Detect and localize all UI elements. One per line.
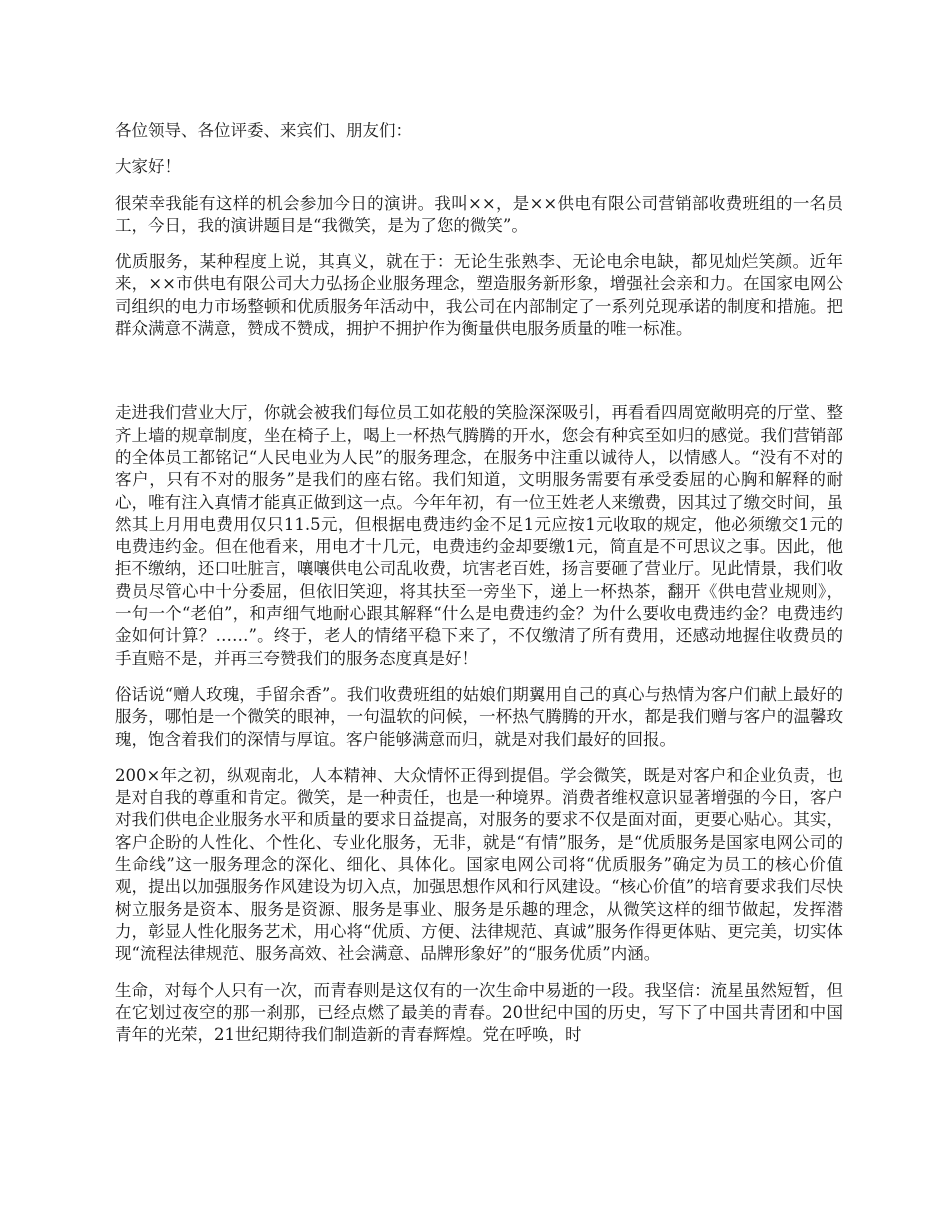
paragraph-roses-proverb: 俗话说“赠人玫瑰，手留余香”。我们收费班组的姑娘们期翼用自己的真心与热情为客户们献上最好的服务，哪怕是一个微笑的眼神，一句温软的问候，一杯热气腾腾的开水，都是我们赠与客户的温馨玫瑰，饱含着我们的深情与厚谊。客户能够满意而归，就是对我们最好的回报。 bbox=[115, 684, 843, 749]
paragraph-core-values: 200×年之初，纵观南北，人本精神、大众情怀正得到提倡。学会微笑，既是对客户和企业负责，也是对自我的尊重和肯定。微笑，是一种责任，也是一种境界。消费者维权意识显著增强的今日，客户对我们供电企业服务水平和质量的要求日益提高，对服务的要求不仅是面对面，更要心贴心。其实，客户企盼的人性化、个性化、专业化服务，无非，就是“有情”服务，是“优质服务是国家电网公司的生命线”这一服务理念的深化、细化、具体化。国家电网公司将“优质服务”确定为员工的核心价值观，提出以加强服务作风建设为切入点，加强思想作风和行风建设。“核心价值”的培育要求我们尽快树立服务是资本、服务是资源、服务是事业、服务是乐趣的理念，从微笑这样的细节做起，发挥潜力，彰显人性化服务艺术，用心将“优质、方便、法律规范、真诚”服务作得更体贴、更完美，切实体现“流程法律规范、服务高效、社会满意、品牌形象好”的“服务优质”内涵。 bbox=[115, 765, 843, 964]
greeting: 大家好！ bbox=[115, 157, 181, 177]
paragraph-youth: 生命，对每个人只有一次，而青春则是这仅有的一次生命中易逝的一段。我坚信：流星虽然短暂，但在它划过夜空的那一刹那，已经点燃了最美的青春。20世纪中国的历史，写下了中国共青团和中国青年的光荣，21世纪期待我们制造新的青春辉煌。党在呼唤，时 bbox=[115, 980, 843, 1045]
paragraph-introduction: 很荣幸我能有这样的机会参加今日的演讲。我叫××，是××供电有限公司营销部收费班组的一名员工，今日，我的演讲题目是“我微笑，是为了您的微笑”。 bbox=[115, 193, 843, 235]
paragraph-quality-service: 优质服务，某种程度上说，其真义，就在于：无论生张熟李、无论电余电缺，都见灿烂笑颜。近年来，××市供电有限公司大力弘扬企业服务理念，塑造服务新形象，增强社会亲和力。在国家电网公司组织的电力市场整顿和优质服务年活动中，我公司在内部制定了一系列兑现承诺的制度和措施。把群众满意不满意，赞成不赞成，拥护不拥护作为衡量供电服务质量的唯一标准。 bbox=[115, 252, 843, 339]
paragraph-service-hall-story: 走进我们营业大厅，你就会被我们每位员工如花般的笑脸深深吸引，再看看四周宽敞明亮的厅堂、整齐上墙的规章制度，坐在椅子上，喝上一杯热气腾腾的开水，您会有种宾至如归的感觉。我们营销部的全体员工都铭记“人民电业为人民”的服务理念，在服务中注重以诚待人，以情感人。“没有不对的客户，只有不对的服务”是我们的座右铭。我们知道，文明服务需要有承受委屈的心胸和解释的耐心，唯有注入真情才能真正做到这一点。今年年初，有一位王姓老人来缴费，因其过了缴交时间，虽然其上月用电费用仅只11.5元，但根据电费违约金不足1元应按1元收取的规定，他必须缴交1元的电费违约金。但在他看来，用电才十几元，电费违约金却要缴1元，简直是不可思议之事。因此，他拒不缴纳，还口吐脏言，嚷嚷供电公司乱收费，坑害老百姓，扬言要砸了营业厅。见此情景，我们收费员尽管心中十分委屈，但依旧笑迎，将其扶至一旁坐下，递上一杯热茶，翻开《供电营业规则》，一句一个“老伯”，和声细气地耐心跟其解释“什么是电费违约金？为什么要收电费违约金？电费违约金如何计算？……”。终于，老人的情绪平稳下来了，不仅缴清了所有费用，还感动地握住收费员的手直赔不是，并再三夸赞我们的服务态度真是好！ bbox=[115, 403, 843, 668]
salutation: 各位领导、各位评委、来宾们、朋友们： bbox=[115, 121, 412, 140]
document-body bbox=[115, 120, 843, 1060]
paragraph-spacer bbox=[115, 354, 843, 402]
